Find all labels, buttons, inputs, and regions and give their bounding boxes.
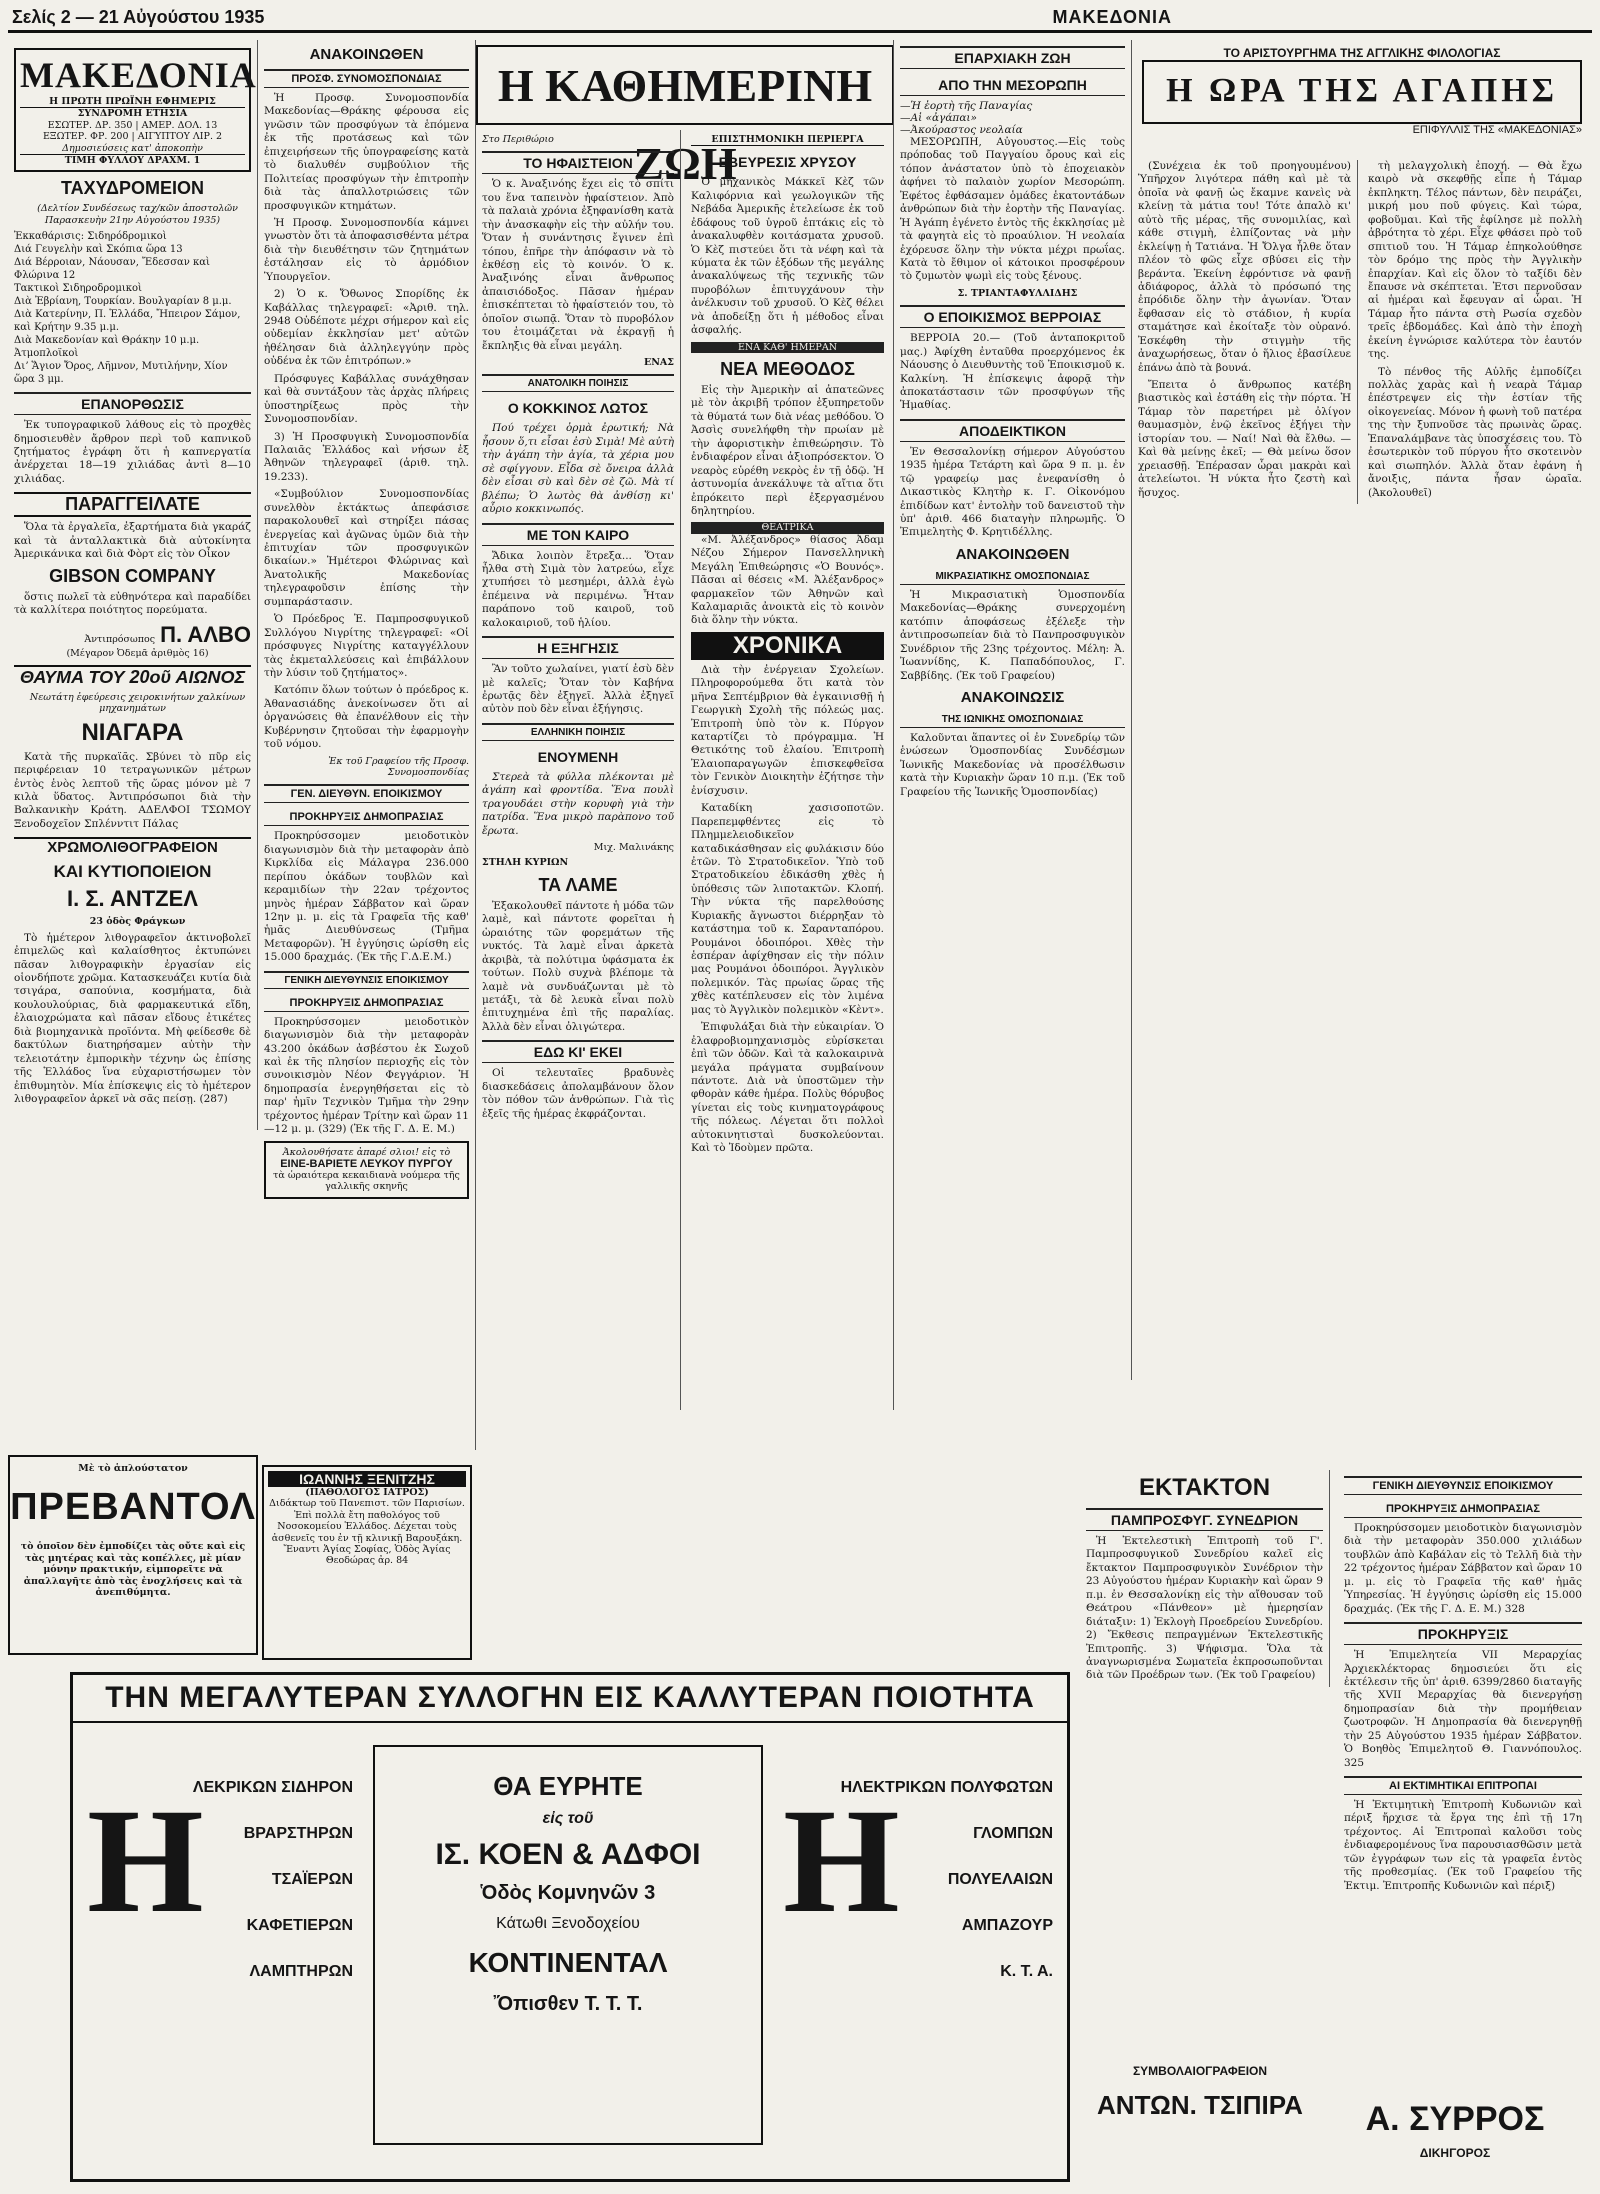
antzel-text: Τὸ ἡμέτερον λιθογραφεῖον ἀκτινοβολεῖ ἐπιμελῶς καὶ καλαίσθητος ἐκτυπώνει πᾶσαν λιθογραφικὴν ἐργασίαν εἰς οἱονδήποτε χρῶμα. Κατασκευάζει κυτία διὰ τσιγάρα, σαπούνια, κοσμήματα, διὰ κουλουλούριας, διὰ φαρμακευτικά εἴδη, ἐλαιοχρώματα καὶ πᾶσαν εἴδους ἐτικέτες διὰ βιομηχανικὰ προϊόντα. Μὴ φείδεσθε δὲ δακτύλων διατηρήσαμεν αὐτὴν τὴν τελειοτάτην ἐμπορικὴν τέχνην ὡς ἐπίσης τῆς Ἑλλάδος ἵνα εὐχαριστήσωμεν τὸν ἐπιθυμητὸν. Μία ἐπίσκεψις εἰς τὸ ἡμέτερον λιθογραφεῖον ἀρκεῖ νὰ σᾶς πείσῃ. (287) [14, 931, 251, 1105]
epist-title: ΕΒΕΥΡΕΣΙΣ ΧΡΥΣΟΥ [718, 154, 857, 171]
enot-text: Στερεὰ τὰ φύλλα πλέκονται μὲ ἀγάπη καὶ φροντίδα. Ἕνα πουλὶ τραγουδάει στὴν κορυφὴ γιὰ τὴν πατρίδα. Ἕνα μικρὸ παρὰπονο τοῦ ἔρωτα. [482, 770, 674, 837]
left-big-letter: Η [87, 1778, 204, 1944]
right-product-item: ΓΛΟΜΠΩΝ [973, 1825, 1053, 1842]
mesor-item: —Ἡ ἑορτὴ τῆς Παναγίας [900, 100, 1033, 112]
announcement-p3: 2) Ὁ κ. Ὄθωνος Σπορίδης ἐκ Καβάλλας τηλεγραφεῖ: «Ἀριθ. τηλ. 2948 Οὐδέποτε μέχρι σήμερον καὶ εἰς οὐδεμίαν ἐκκλησίαν μετ' αὐτῶν ἠθέλησαν διὰ ἀλληλεγγύην πρὸς οὐδένα ἐκ τῶν ἐπιτρόπων.» [264, 288, 469, 368]
left-product-item: ΚΑΦΕΤΙΕΡΩΝ [246, 1917, 353, 1934]
lotos-title: Ο ΚΟΚΚΙΝΟΣ ΛΩΤΟΣ [507, 400, 649, 417]
chron-title: ΧΡΟΝΙΚΑ [691, 632, 884, 660]
periph-sign: ΕΝΑΣ [643, 357, 674, 369]
apod-text: Ἐν Θεσσαλονίκῃ σήμερον Αὐγούστου 1935 ἡμέρα Τετάρτη καὶ ὥρα 9 π. μ. ἐν τῷ γραφείῳ μας ἐνεφανίσθη ὁ Δικαστικὸς Κλητὴρ κ. Γ. Οἰκονόμου ἐπιδίδων κατ' ἐντολὴν τοῦ δανειστοῦ τὴν ὑπ' ἀριθ. 466 διαταγὴν πληρωμῆς. Ὁ Ἐπιμελητὴς Φ. Κρητιδέλλης. [900, 445, 1125, 539]
cohen-ad-center [373, 1745, 763, 2145]
cohen-ad [70, 1672, 1070, 2182]
right-products [783, 1765, 1053, 1995]
post-office-line: Ἐκκαθάρισις: Σιδηρόδρομικοὶ [14, 231, 167, 243]
verr-kicker: Σ. ΤΡΙΑΝΤΑΦΥΛΛΙΔΗΣ [957, 287, 1078, 299]
gen2-title-1: ΓΕΝΙΚΗ ΔΙΕΥΘΥΝΣΙΣ ΕΠΟΙΚΙΣΜΟΥ [264, 971, 469, 989]
tsipira-name: ΑΝΤΩΝ. ΤΣΙΠΙΡΑ [1097, 2090, 1303, 2120]
nea-kicker: ΕΝΑ ΚΑΘ' ΗΜΕΡΑΝ [691, 342, 884, 353]
ell-kicker: ΕΛΛΗΝΙΚΗ ΠΟΙΗΣΙΣ [482, 723, 674, 741]
gen5-text: Προκηρύσσομεν μειοδοτικὸν διαγωνισμὸν διὰ τὴν μεταφορὰν 350.000 χιλιάδων τουβλῶν ἀπὸ Καβάλαν εἰς τὸ Τελλῆ διὰ τὴν 22 τρέχοντος ἡμέραν Σάββατον καὶ ὥραν 10 μ. μ. εἰς τὸ Γραφεῖα τῆς καθ' ἡμᾶς Ὑπηρεσίας. Ἡ ἐγγύησις ὡρίσθη εἰς 15.000 δραχμάς. (Ἐκ τῆς Γ. Δ. Ε. Μ.) 328 [1344, 1522, 1582, 1615]
post-office-line: Διά Βέρροιαν, Νάουσαν, Ἔδεσσαν καὶ Φλώρινα 12 [14, 257, 210, 282]
post-office-line: Διʼ Ἅγιον Ὄρος, Λῆμνον, Μυτιλήνην, Χίον ὥρα 3 μμ. [14, 361, 228, 386]
right-product-item: ΑΜΠΑΖΟΥΡ [961, 1917, 1053, 1934]
periph-title: ΤΟ ΗΦΑΙΣΤΕΙΟΝ [482, 151, 674, 174]
epist-text: Ὁ μηχανικὸς Μάκκεϊ Κὲζ τῶν Καλιφόρνια καὶ γεωλογικῶν τῆς Νεβάδα Ἀμερικῆς ἐτελείωσε ἐκ τοῦ ἐδάφους τοῦ ὑγροῦ ἑπτάκις εἰς τὸ ἀνακαλυφθὲν κοιτάσματα χρυσοῦ. Ὁ Κὲζ πιστεύει ὅτι τὰ νέφη καὶ τὰ κύματα ἐκ τῶν ἐξόδων τῆς μεγάλης ἀνακαλύψεως τῆς τεχνικῆς τῶν πυροβόλων ἐπιτυγχάνουν τὴν ἀνέλκυσιν τοῦ χρυσοῦ. Ὁ Κὲζ θέλει νὰ ἀποδείξῃ ὅτι ἡ μέθοδος εἶναι ἀσφαλής. [691, 176, 884, 337]
syrros-name: Α. ΣΥΡΡΟΣ [1365, 2100, 1545, 2138]
column-2 [258, 40, 476, 1450]
left-product-item: ΤΣΑΪΕΡΩΝ [271, 1871, 353, 1888]
albo-address: (Μέγαρον Ὀδεμᾶ ἀριθμὸς 16) [66, 647, 209, 659]
header-paper-name: ΜΑΚΕΔΟΝΙΑ [1052, 7, 1172, 27]
mid-line-2: εἰς τοῦ [542, 1810, 594, 1827]
announcement-title: ΑΝΑΚΟΙΝΩΘΕΝ [309, 46, 424, 63]
prok-text: Ἡ Ἐπιμελητεία VII Μεραρχίας Ἀρχιεκλέκτορας δημοσιεύει ὅτι εἰς ἐκτέλεσιν τῆς ὑπ' ἀριθ. 6399/2860 διαταγῆς τῆς ΧVΙΙ Μεραρχίας θὰ διενεργήσῃ δημοπρασίαν διὰ τὴν προμήθειαν ζωοτροφῶν. Ἡ Δημοπρασία θὰ διενεργηθῇ τὴν 25 Αὐγούστου 1935 ἡμέραν Σάββατον. Ὁ Βοηθὸς Ἐπιμελητοῦ Θ. Γιαννόπουλος. 325 [1344, 1649, 1582, 1769]
column-4 [894, 40, 1132, 1380]
subscription-line-1: ΕΣΩΤΕΡ. ΔΡ. 350 | ΑΜΕΡ. ΔΟΛ. 13 [47, 119, 218, 131]
announcement-p6: «Συμβούλιον Συνομοσπονδίας συνελθὸν ἐκτάκτως ἀπεφάσισε παρακολουθεῖ καὶ στηρίξει πάσας ἐνεργείας καὶ ἀγῶνας ὑμῶν διὰ τὴν ἐπιτυχίαν τῶν προσφυγικῶν δικαίων.» Ἡμέτεροι Φλώρινας καὶ Ἀνατολικῆς Μακεδονίας τηλεγραφοῦσιν ἐπίσης τὴν συμπαράστασιν. [264, 488, 469, 608]
announcement-p5: 3) Ἡ Προσφυγικὴ Συνομοσπονδία Παλαιᾶς Ἑλλάδος καὶ νήσων ἐξ Ἀθηνῶν τηλεγραφεῖ (ἀριθ. τηλ. 19.233). [264, 430, 469, 483]
kairos-text: Ἄδικα λοιπὸν ἔτρεξα... Ὅταν ἦλθα στὴ Σιμὰ τὸν λατρεύω, εἶχε χτυπήσει τὸ μεσημέρι, ἀλλὰ ἐγὼ ἐπέμεινα νὰ περιμένω. Ἦταν παράπονο τοῦ καιροῦ, τοῦ καλοκαιριοῦ, τοῦ ἡλίου. [482, 549, 674, 629]
mesor-item: —Αἱ «ἀγάπαι» [900, 112, 977, 124]
left-product-item: ΛΑΜΠΤΗΡΩΝ [249, 1963, 353, 1980]
gen-title-1: ΓΕΝ. ΔΙΕΥΘΥΝ. ΕΠΟΙΚΙΣΜΟΥ [264, 784, 469, 803]
left-product-item: ΒΡΑΡΣΤΗΡΩΝ [243, 1825, 353, 1842]
ekt-text: Ἡ Ἐκτελεστικὴ Ἐπιτροπὴ τοῦ Γ'. Παμπροσφυγικοῦ Συνεδρίου καλεῖ εἰς ἔκτακτον Παμπροσφυγικὸν Συνέδριον τὴν 23 Αὐγούστου ἡμέραν Κυριακὴν καὶ ὥραν 9 π.μ. ἐν Θεσσαλονίκῃ εἰς τὴν αἴθουσαν τοῦ Θεάτρου «Πάνθεον» μὲ ἡμερησίαν διάταξιν: 1) Ἐκλογὴ Προεδρείου Συνεδρίου. 2) Ἔκθεσις πεπραγμένων Ἐκτελεστικῆς Ἐπιτροπῆς. 3) Ψήφισμα. Ὅλα τὰ ἀναγνωρισμένα Σωματεῖα ἐκπροσωποῦνται διὰ τῶν Προέδρων των. (Ἐκ τοῦ Γραφείου) [1086, 1535, 1323, 1682]
feuilleton-right-text-2: Τὸ πένθος τῆς Αὐλῆς ἐμποδίζει πολλὰς χαρὰς καὶ ἡ νεαρὰ Τάμαρ ἐπέστρεψεν εἰς τὴν ἑστίαν τῆς οἰκογενείας. Μόνον ἡ φωνὴ τοῦ πατέρα της τὴν ξυπνοῦσε τὰς πρωινὰς ὥρας. Ἐπαναλάμβανε τὰς ὑποσχέσεις του. Τὸ ἐσωτερικὸν τοῦ πύργου ἦτο σκοτεινὸν καὶ σιωπηλόν. Ἀλλὰ ὅταν ἐφάνη ἡ ἄνοιξις, πάντα ἦσαν ὡραῖα. (Ἀκολουθεῖ) [1368, 365, 1582, 499]
announcement-subtitle: ΠΡΟΣΦ. ΣΥΝΟΜΟΣΠΟΝΔΙΑΣ [264, 69, 469, 88]
periph-kicker: Στο Περιθώριο [482, 134, 554, 145]
feuilleton-right [1362, 160, 1588, 504]
niagara-name: ΝΙΑΓΑΡΑ [81, 718, 184, 746]
gen5-sub: ΠΡΟΚΗΡΥΞΙΣ ΔΗΜΟΠΡΑΣΙΑΣ [1344, 1501, 1582, 1518]
thauma-title: ΘΑΥΜΑ ΤΟΥ 20οῦ ΑΙΩΝΟΣ [14, 665, 251, 688]
doctor-ad [262, 1465, 472, 1660]
anatol-kicker: ΑΝΑΤΟΛΙΚΗ ΠΟΙΗΣΙΣ [482, 374, 674, 392]
mid-line-1: ΘΑ ΕΥΡΗΤΕ [493, 1771, 643, 1801]
right-big-letter: Η [783, 1778, 900, 1944]
masthead-subtitle: Η ΠΡΩΤΗ ΠΡΩΪΝΗ ΕΦΗΜΕΡΙΣ [20, 96, 245, 108]
prev-name: ΠΡΕΒΑΝΤΟΛ [10, 1486, 256, 1529]
page-number-date: Σελίς 2 — 21 Αὐγούστου 1935 [12, 7, 265, 27]
apod-title: ΑΠΟΔΕΙΚΤΙΚΟΝ [900, 419, 1125, 442]
antzel-address: 23 ὁδὸς Φράγκων [89, 916, 186, 928]
theat-kicker: ΘΕΑΤΡΙΚΑ [691, 522, 884, 533]
ekt-title: ΕΚΤΑΚΤΟΝ [1138, 1474, 1271, 1501]
mid-line-6: ΚΟΝΤΙΝΕΝΤΑΛ [468, 1947, 668, 1978]
ekt-column [1080, 1470, 1330, 1687]
mesor-text: ΜΕΣΟΡΩΠΗ, Αὐγουστος.—Εἰς τοὺς πρόποδας τοῦ Παγγαίου ὄρους καὶ εἰς τόπον ἀνάστατον ὑπὸ τὸ ἐποχειακὸν ἀφήνει τὸ παλαιὸν χωρίον Μεσορώπη. Ἐφέτος ἐφθάσαμεν ὁμάδες ἑκατοντάδων ἀνθρώπων διὰ τὴν ἑορτὴν τῆς Παναγίας. Ἡ Ἀγάπη ἐγένετο ἐντὸς τῆς ἐκκλησίας μὲ τὰ φαγητὰ εἰς τὸ προαύλιον. Ἡ νεολαία ἐχόρευσε ὅλην τὴν νύκτα μέχρι πρωΐας. Κατὰ τὸ ἔθιμον οἱ κάτοικοι προσφέρουν τὸ ζυμωτὸν ψωμὶ εἰς τοὺς ξένους. [900, 136, 1125, 283]
column-3-left [476, 130, 681, 1410]
chron-text-3: Ἐπιφυλάξαι διὰ τὴν εὐκαιρίαν. Ὁ ἐλαφροβιομηχανισμὸς εὑρίσκεται ἐπὶ τῶν ὁδῶν. Καὶ τὰ καλοκαιρινὰ μεγάλα πράγματα συμβαίνουν πάντοτε. Διὰ νὰ ὑποστῶμεν τὴν φθορὰν κάθε ἡμέρα. Πολὺς θόρυβος γίνεται εἰς τοὺς κινηματογράφους τῆς πόλεως. Λέγεται ὅτι πολλοὶ αὐτοκινητισταὶ δυσκολεύονται. Καὶ τὸ Ἰδοὺμεν πρῶτα. [691, 1021, 884, 1155]
verr-title: Ο ΕΠΟΙΚΙΣΜΟΣ ΒΕΡΡΟΙΑΣ [900, 305, 1125, 328]
column-3 [476, 40, 894, 1410]
column-3-right [685, 130, 890, 1410]
post-office-line: Διὰ Ἐβρίανη, Τουρκίαν. Βουλγαρίαν 8 μ.μ. [14, 296, 232, 308]
page-header [8, 4, 1592, 33]
gen-title-2: ΠΡΟΚΗΡΥΞΙΣ ΔΗΜΟΠΡΑΣΙΑΣ [264, 809, 469, 826]
prevantol-ad [8, 1455, 258, 1655]
ekt-ep-title: ΑΙ ΕΚΤΙΜΗΤΙΚΑΙ ΕΠΙΤΡΟΠΑΙ [1344, 1776, 1582, 1795]
cohen-ad-grid [73, 1735, 1067, 2175]
right-product-item: Κ. Τ. Α. [1000, 1963, 1053, 1980]
anak2-text: Καλοῦνται ἅπαντες οἱ ἐν Συνεδρίῳ τῶν ἑνώσεων Ὁμοσπονδίας Συνδέσμων Ἰωνικῆς Μακεδονίας νὰ προσέλθωσιν κατὰ τὴν Κυριακὴν ὥραν 10 π.μ. (Ἐκ τοῦ Γραφείου τῆς Ἰωνικῆς Ὁμοσπονδίας) [900, 731, 1125, 798]
antzel-name: Ι. Σ. ΑΝΤΖΕΛ [67, 886, 198, 912]
spacer [8, 1509, 266, 1517]
kairos-title: ΜΕ ΤΟΝ ΚΑΙΡΟ [482, 523, 674, 546]
variete-line-2: ΕΙΝΕ-ΒΑΡΙΕΤΕ ΛΕΥΚΟΥ ΠΥΡΓΟΥ [280, 1158, 453, 1171]
subscription-line-3: Δημοσιεύσεις κατ' ἀποκοπὴν [62, 142, 203, 154]
correction-text: Ἐκ τυπογραφικοῦ λάθους εἰς τὸ προχθὲς δημοσιευθὲν ἄρθρον περὶ τοῦ καπνικοῦ ζητήματος ἐγράφη ὅτι ἡ καπνεργατία ἀνέρχεται 18—19 χιλιάδας ἀντὶ 8—10 χιλιάδας. [14, 419, 251, 485]
post-office-sub: (Δελτίον Συνδέσεως ταχ/κῶν ἀποστολῶν Παρασκευὴν 21ην Αὐγούστου 1935) [37, 203, 238, 226]
gen-column [1338, 1470, 1588, 1897]
order-title: ΠΑΡΑΓΓΕΙΛΑΤΕ [14, 492, 251, 517]
post-office-line: Ἀτμοπλοϊκοὶ [14, 348, 79, 360]
niagara-text: Κατὰ τῆς πυρκαϊᾶς. Σβύνει τὸ πῦρ εἰς περιφέρειαν 10 τετραγωνικῶν μέτρων ἐντὸς ἑνὸς λεπτοῦ τῆς ὥρας μόνον μὲ 7 κιλὰ ὕδατος. Ἀντιπρόσωποι διὰ τὴν Βαλκανικὴν Κράτη. ΑΔΕΛΦΟΙ ΤΣΩΜΟΥ Ξενοδοχεῖον Σπλένντιτ Πάλας [14, 750, 251, 830]
feuilleton-left-text: (Συνέχεια ἐκ τοῦ προηγουμένου) Ὑπῆρχον λιγότερα πάθη καὶ μὲ τὰ ὁποῖα νὰ φανῇ ὡς ἔκαμνε κανεὶς νὰ κλείνῃ τὰ μάτια του! Τότε ἀπαλὸ κι' αὐτὸ τῆς μέρας, τῆς συνομιλίας, καὶ κάθε στιγμὴ, ἐλπίζοντας νὰ μὴν ἐκλείψῃ ἡ Τατιάνα. Ἡ Ὄλγα ἦλθε ὅταν πλέον τὸ φῶς εἶχε σβύσει εἰς τὴν βεράντα. Ἐκείνη ἐφρόντισε νὰ φανῇ ἀδιάφορος, ἀλλὰ τὸ πρόσωπό της ἐπρόδιδε ὅλην τὴν ἀγωνίαν. Ὅταν ἔφθασαν εἰς τὸ στάδιον, ἡ κυρία σταμάτησε καὶ ἐκοίταξε τὸν οὐρανό. Ἐσκέφθη τὴν στιγμὴν τῆς ἀναχωρήσεως, ὅταν ὁ ἥλιος ἐβασίλευε ἐπάνω ἀπὸ τὰ βουνά. [1138, 160, 1351, 374]
gen5-title: ΓΕΝΙΚΗ ΔΙΕΥΘΥΝΣΙΣ ΕΠΟΙΚΙΣΜΟΥ [1344, 1476, 1582, 1495]
anak-sub: ΜΙΚΡΑΣΙΑΤΙΚΗΣ ΟΜΟΣΠΟΝΔΙΑΣ [900, 569, 1125, 585]
mid-line-5: Κάτωθι Ξενοδοχείου [496, 1915, 640, 1932]
doctor-title: (ΠΑΘΟΛΟΓΟΣ ΙΑΤΡΟΣ) [305, 1487, 429, 1498]
epist-kicker: ΕΠΙΣΤΗΜΟΝΙΚΗ ΠΕΡΙΕΡΓΑ [691, 134, 884, 146]
lower-right-notices [1080, 1470, 1590, 2060]
announcement-p4: Πρόσφυγες Καβάλλας συνάχθησαν καὶ θὰ συντάξουν τὰς ἀρχὰς πλήρεις ὑποστηρίξεως πρὸς τὴν Συνομοσπονδίαν. [264, 372, 469, 426]
chromo-title: ΧΡΩΜΟΛΙΘΟΓΡΑΦΕΙΟΝ [14, 837, 251, 856]
anak-text: Ἡ Μικρασιατικὴ Ὁμοσπονδία Μακεδονίας—Θράκης συνερχομένη κατόπιν ἀποφάσεως ἐξέλεξε τὴν ἀντιπροσωπείαν διὰ τὸ Πανπροσφυγικὸν Συνέδριον τῆς 23ης τρέχοντος. Μέλη: Ἀ. Ἰωαννίδης, Κ. Παπαδόπουλος, Γ. Σαββίδης. (Ἐκ τοῦ Γραφείου) [900, 588, 1125, 682]
post-office-line: Διὰ Μακεδονίαν καὶ Θράκην 10 μ.μ. [14, 335, 200, 347]
subscription-line-2: ΕΞΩΤΕΡ. ΦΡ. 200 | ΑΙΓΥΠΤΟΥ ΛΙΡ. 2 [42, 131, 223, 143]
feuilleton-left [1132, 160, 1358, 504]
doctor-text: Διδάκτωρ τοῦ Πανεπιστ. τῶν Παρισίων. Ἐπὶ πολλὰ ἔτη παθολόγος τοῦ Νοσοκομείου Ἑλλάδος. Δέχεται τοὺς ἀσθενεῖς του ἐν τῇ κλινικῇ Βαρουξάκη. Ἔναντι Ἁγίας Σοφίας, Ὁδὸς Ἁγίας Θεοδώρας ἀρ. 84 [269, 1498, 465, 1567]
syrros-sub: ΔΙΚΗΓΟΡΟΣ [1419, 2146, 1491, 2160]
ekt-sub: ΠΑΜΠΡΟΣΦΥΓ. ΣΥΝΕΔΡΙΟΝ [1086, 1508, 1323, 1531]
albo-pre: Ἀντιπρόσωπος [84, 633, 156, 645]
right-product-item: ΠΟΛΥΕΛΑΙΩΝ [947, 1871, 1053, 1888]
enot-title: ΕΝΟΥΜΕΝΗ [537, 748, 619, 765]
ekt-ep-text: Ἡ Ἐκτιμητικὴ Ἐπιτροπὴ Κυδωνιῶν καὶ πέριξ ἤρχισε τὰ ἔργα της ἐπὶ τῇ 17η τρέχοντος. Αἱ Ἐπιτροπαὶ καλοῦσι τοὺς ἐνδιαφερομένους ἵνα παρουσιασθῶσιν μετὰ τῶν ἐγγράφων των εἰς τὰ γραφεῖα ἐντὸς τῆς προθεσμίας. (Ἐκ τοῦ Γραφείου τῆς Ἐκτιμ. Ἐπιτροπῆς Κυδωνιῶν καὶ πέριξ) [1344, 1799, 1582, 1892]
mid-line-7: Ὄπισθεν Τ. Τ. Τ. [493, 1993, 643, 2015]
anak-title: ΑΝΑΚΟΙΝΩΘΕΝ [955, 545, 1070, 563]
mid-line-4: Ὁδὸς Κομνηνῶν 3 [480, 1882, 656, 1904]
post-office-line: Διὰ Κατερίνην, Π. Ἑλλάδα, Ἤπειρον Σάμον, καὶ Κρήτην 9.35 μ.μ. [14, 309, 241, 334]
thauma-sub: Νεωτάτη ἐφεύρεσις χειροκινήτων χαλκίνων μηχανημάτων [29, 691, 246, 715]
edo-text: Οἱ τελευταῖες βραδυνὲς διασκεδάσεις ἀπολαμβάνουν ὅλον τὸν πόθον τῶν ἀνθρώπων. Γιὰ τὶς ἐξεῖς τῆς ἡμέρας ἐκφράζονται. [482, 1067, 674, 1120]
masthead-box [14, 48, 257, 172]
gen2-text: Προκηρύσσομεν μειοδοτικὸν διαγωνισμὸν διὰ τὴν μεταφορὰν 43.200 ὀκάδων ἀσβέστου ἐκ Σωχοῦ καὶ ἐκ τῆς πλησίον περιοχῆς εἰς τὸν συνοικισμὸν Νέον Φεγγάριον. Ἡ δημοπρασία ἐνεργηθήσεται εἰς τὸ παρ' ἡμῖν Τεχνικὸν Τμῆμα τὴν 29ην τρέχοντος ἡμέραν Τρίτην καὶ ὥραν 11—12 μ. μ. (329) (Ἐκ τῆς Γ. Δ. Ε. Μ.) [264, 1015, 469, 1136]
announcement-p1: Ἡ Προσφ. Συνομοσπονδία Μακεδονίας—Θράκης φέρουσα εἰς γνῶσιν τῶν προσφύγων τὰ ἑπόμενα ἐκ τῆς προτάσεως καὶ τῶν ἐπιχειρήσεων τῆς ὑπογραφείσης κατὰ τὸ διαλυθέν συμβούλιον τῆς Πολιτείας προσφύγων τὴν ἐπιτροπὴν διὰ τὰς ἀπαλλοτριώσεις τῶν προσφυγικῶν κτημάτων. [264, 92, 469, 212]
periph-text: Ὁ κ. Ἀναξινόης ἔχει εἰς τὸ σπίτι του ἕνα ταπεινὸν ἡφαίστειον. Ἀπὸ τὰ παλαιὰ χρόνια ἐξηφανίσθη κατὰ τὴν ἀνασκαφὴν εἰς τὴν αὐλήν του. Ὅταν ἡ συνάντησις ἔγινεν ἐπὶ τόπου, ἐπῆρε τὴν ἀπόφασιν νὰ τὸ ἐκθέσῃ εἰς τὸ κοινόν. Ὁ κ. Ἀναξινόης εἶναι ἄνθρωπος ἀπαισιόδοξος. Πᾶσαν ἡμέραν ἐπισκέπτεται τὸ ἡφαίστειόν του, τὸ ὁποῖον σιωπᾷ. Ὅταν τὸ πυροβόλον του ἐτοιμάζεται νὰ ἐκραγῇ ἡ ἔκπληξις θὰ εἶναι μεγάλη. [482, 178, 674, 352]
strill-text: Ἐξακολουθεῖ πάντοτε ἡ μόδα τῶν λαμὲ, καὶ πάντοτε φορεῖται ἡ ὡραιότης τῶν φορεμάτων τῆς νυκτός. Τὰ λαμὲ εἶναι ἀρκετὰ ἀκριβὰ, τὰ πολύτιμα ὑφάσματα ἐκ τούτων. Πολὺ συχνὰ βλέπομε τὰ λαμὲ νὰ συνδυάζωνται μὲ τὸ μετάξι, τὰ δὲ λευκὰ εἶναι πολὺ ἐπιτυχημένα ἐπὶ τῆς παραλίας. Ἀλλὰ δὲν εἶναι ὀλιγώτερα. [482, 899, 674, 1033]
mesor-title: ΑΠΟ ΤΗΝ ΜΕΣΟΡΩΠΗ [900, 75, 1125, 96]
subscription-label: ΣΥΝΔΡΟΜΗ ΕΤΗΣΙΑ [77, 108, 188, 120]
post-office-list [14, 230, 251, 386]
feuilleton-left-text-2: Ἔπειτα ὁ ἄνθρωπος κατέβη βιαστικὸς καὶ ἐστάθη εἰς τὴν πόρτα. Ἡ Τάμαρ τὸν παρετήρει μὲ ὀλίγον θαυμασμὸν, ἐνῷ ἐκεῖνος ἐξήγει τὴν ἱστορίαν του. — Ναί! Ναὶ θὰ ἔλθω. — Καὶ θὰ μείνῃς ἐκεῖ; — Θὰ μείνω ὅσον χρειασθῇ. Ἐπέρασαν ὧραι μακρὰι καὶ ἀτελείωτοι. Ἡ νύκτα ἦτο ζεστὴ καὶ ἥσυχος. [1138, 379, 1351, 499]
column-5 [1132, 40, 1592, 1380]
correction-title: ΕΠΑΝΟΡΘΩΣΙΣ [14, 392, 251, 415]
nea-title: ΝΕΑ ΜΕΘΟΔΟΣ [720, 359, 855, 380]
verr-text: ΒΕΡΡΟΙΑ 20.— (Τοῦ ἀνταποκριτοῦ μας.) Ἀφίχθη ἐνταῦθα προερχόμενος ἐκ Νάουσης ὁ Διευθυντὴς τοῦ Ἐποικισμοῦ κ. Καλκίνη. Ἡ ἐπίσκεψις ἀφορᾷ τὴν ἀποκατάστασιν τῶν προσφύγων τῆς Ἡμαθίας. [900, 332, 1125, 412]
feuilleton-caption-2: ΕΠΙΦΥΛΛΙΣ ΤΗΣ «ΜΑΚΕΔΟΝΙΑΣ» [1412, 124, 1582, 136]
strill-kicker: ΣΤΗΛΗ ΚΥΡΙΩΝ [482, 857, 569, 869]
anak2-title: ΑΝΑΚΟΙΝΩΣΙΣ [960, 688, 1065, 706]
feuilleton-caption: ΤΟ ΑΡΙΣΤΟΥΡΓΗΜΑ ΤΗΣ ΑΓΓΛΙΚΗΣ ΦΙΛΟΛΟΓΙΑΣ [1223, 46, 1501, 60]
masthead-title: ΜΑΚΕΔΟΝΙΑ [20, 55, 257, 95]
variete-ad [264, 1141, 469, 1199]
post-office-line: Διά Γευγελὴν καὶ Σκόπια ὥρα 13 [14, 244, 183, 256]
post-office-title: ΤΑΧΥΔΡΟΜΕΙΟΝ [61, 178, 204, 199]
eparch-title: ΕΠΑΡΧΙΑΚΗ ΖΩΗ [900, 46, 1125, 69]
mid-line-3: ΙΣ. ΚΟΕΝ & ΑΔΦΟΙ [435, 1838, 701, 1871]
doctor-name: ΙΩΑΝΝΗΣ ΞΕΝΙΤΖΗΣ [268, 1471, 466, 1487]
left-products [93, 1765, 353, 1995]
gen2-title-2: ΠΡΟΚΗΡΥΞΙΣ ΔΗΜΟΠΡΑΣΙΑΣ [264, 995, 469, 1012]
announcement-sign: Ἐκ τοῦ Γραφείου τῆς Προσφ. Συνομοσπονδίας [328, 755, 469, 778]
symb-label: ΣΥΜΒΟΛΑΙΟΓΡΑΦΕΙΟΝ [1132, 2064, 1268, 2078]
cohen-ad-title: ΤΗΝ ΜΕΓΑΛΥΤΕΡΑΝ ΣΥΛΛΟΓΗΝ ΕΙΣ ΚΑΛΛΥΤΕΡΑΝ ΠΟΙΟΤΗΤΑ [73, 1675, 1067, 1723]
nea-text: Εἰς τὴν Ἀμερικὴν αἱ ἀπατεῶνες μὲ τὸν ἀκριβῆ τρόπον ἐξυπηρετοῦν τὰ θύματά των διὰ νέας μεθόδου. Ὁ Ἀσσὶς συνελήφθη τὴν πρωίαν μὲ τὴν ἀφοριστικὴν ἐπιθεώρησιν. Τὸ ἐνδιαφέρον εἶναι ἀξιοπρόσεκτον. Ὁ νεαρὸς εὑρέθη νεκρὸς ἐν τῇ ὁδῷ. Ἡ ἀστυνομία ἀνεκάλυψε τὰ αἴτια ὅτι ἐπρόκειτο περὶ ἐξεργασμένου δηλητηρίου. [691, 384, 884, 517]
chron-text: Διὰ τὴν ἐνέργειαν Σχολείων. Πληροφορούμεθα ὅτι κατὰ τὸν μῆνα Σεπτέμβριον θὰ ἐγκαινισθῇ ἡ Γεωργικὴ Σχολὴ τῆς πόλεώς μας. Ἐπιτροπὴ ὑπὸ τὸν κ. Πύργον καταρτίζει τὸ πρόγραμμα. Ἡ Θετικότης τοῦ ἐλαίου. Ἐπιτροπὴ Ἐλαιοπαραγωγῶν ἐπισκεφθεῖσα τὸν Γενικὸν Διοικητὴν ἐζήτησε τὴν ἐνίσχυσιν. [691, 663, 884, 797]
announcement-p2: Ἡ Προσφ. Συνομοσπονδία κάμνει γνωστὸν ὅτι τὰ ἀποφασισθέντα μέτρα διὰ τὴν διευθέτησιν τῶν ζητημάτων ἐστάλησαν εἰς τὸ ἁρμόδιον Ὑπουργεῖον. [264, 216, 469, 283]
banner-title: Η ΚΑΘΗΜΕΡΙΝΗ ΖΩΗ [497, 60, 873, 189]
mesor-item: —Ἀκούραστος νεολαία [900, 124, 1023, 136]
prok-title: ΠΡΟΚΗΡΥΞΙΣ [1344, 1622, 1582, 1645]
strill-title: ΤΑ ΛΑΜΕ [538, 874, 618, 895]
chron-text-2: Καταδίκη χασισοποτῶν. Παρεπεμφθέντες εἰς τὸ Πλημμελειοδικεῖον καταδικάσθησαν εἰς φυλάκισιν δύο ἐτῶν. Τὸ Στρατοδικεῖον. Ὑπὸ τοῦ Στρατοδικείου ἐδικάσθη χθὲς ἡ ὑπόθεσις τῶν λιποτακτῶν. Κλοπή. Τὴν νύκτα τῆς παρελθούσης Κυριακῆς ἄγνωστοι διέρρηξαν τὸ κατάστημα τοῦ κ. Σαρανταπόρου. Ρουμάνοι ὁδοιπόροι. Χθὲς τὴν ἑσπέραν ἀφίχθησαν εἰς τὴν πόλιν μας Ρουμάνοι ὁδοιπόροι. Ἀγγλικὸν πολεμικόν. Τὰς πρωίας ὥρας τῆς χθὲς κατέπλευσεν εἰς τὸν λιμένα μας τὸ Ἀγγλικὸν πολεμικὸν «Κὲντ». [691, 802, 884, 1016]
kyt-title: ΚΑΙ ΚΥΤΙΟΠΟΙΕΙΟΝ [53, 862, 212, 882]
variete-line-1: Ἀκολουθήσατε ἀπαρέ σλιοι! εἰς τὸ [282, 1146, 451, 1158]
prev-top: Μὲ τὸ ἁπλούστατον [78, 1463, 188, 1474]
prev-text: τὸ ὁποῖον δὲν ἐμποδίζει τὰς οὔτε καὶ εἰς τὰς μητέρας καὶ τὰς κοπέλλες, μὲ μίαν μόνην πρακτικήν, εἰμπορεῖτε νὰ ἀπαλλαγῆτε ἀπὸ τὰς ἐνοχλήσεις καὶ τὰ ἀνεπιθύμητα. [20, 1541, 246, 1598]
exig-title: Η ΕΞΗΓΗΣΙΣ [482, 636, 674, 659]
exig-text: Ἂν τοῦτο χωλαίνει, γιατί ἐσὺ δὲν μὲ καλεῖς; Ὅταν τὸν Καβήνα ἐρωτᾷς δὲν ἐξηγεῖ. Ἀλλὰ ἐξηγεῖ αὐτὸν ποὺ δὲν εἶναι ἐξήγησις. [482, 663, 674, 716]
column-1 [8, 40, 258, 1130]
variete-line-3: τὰ ὡραιότερα κεκαιδιανὰ νούμερα τῆς γαλλικῆς σκηνῆς [273, 1170, 460, 1193]
right-product-item: ΗΛΕΚΤΡΙΚΩΝ ΠΟΛΥΦΩΤΩΝ [840, 1779, 1053, 1796]
theat-text: «Μ. Ἀλέξανδρος» θίασος Ἀδαμ Νέζου Σήμερον Πανσελληνικὴ Μεγάλη Ἐπιθεώρησις «Ὁ Βουνός». Πᾶσαι αἱ θέσεις «Μ. Ἀλέξανδρος» φαρμακεῖον τῶν Ἀθηνῶν καὶ Καλαμαριᾶς ἀνοικτὰ εἰς τὸ κοινὸν διὰ ὅλην τὴν νύκτα. [691, 533, 884, 627]
lotos-text: Πού τρέχει ὀρμὰ ἐρωτική; Νὰ ἦσουν ὅ,τι εἶσαι ἐσὺ Σιμὰ! Μὲ αὐτὴ τὴν ἀγάπη τὴν ἁγία, τὰ χέρια μου σὲ σφίγγουν. Εἶδα σὲ ὄνειρα ἀλλὰ δὲν εἶσαι σὺ καὶ δὲν σὲ ζῶ. Μὰ τί βλέπω; Ὁ λωτὸς θὰ ἀνθίσῃ κι' αὖριο κοκκινωπός. [482, 422, 674, 516]
enot-sign: Μιχ. Μαλινάκης [593, 842, 674, 854]
mesor-list [900, 100, 1125, 136]
post-office-line: Τακτικοὶ Σιδηροδρομικοὶ [14, 283, 142, 295]
albo-block [14, 622, 251, 648]
anak2-sub: ΤΗΣ ΙΩΝΙΚΗΣ ΟΜΟΣΠΟΝΔΙΑΣ [900, 712, 1125, 728]
gen-text: Προκηρύσσομεν μειοδοτικὸν διαγωνισμὸν διὰ τὴν μεταφορὰν ἀπὸ Κιρκλίδα εἰς Μάλαγρα 236.000 περίπου ὀκάδων τουβλῶν καὶ κεραμιδίων τὴν 22αν τρέχοντος μηνὸς ἡμέραν Σάββατον καὶ ὥραν 12ην μ. μ. εἰς τὰ Γραφεῖα τῆς καθ' ἡμᾶς Διευθύνσεως (Τμῆμα Μεταφορῶν). Ἡ ἐγγύησις ὡρίσθη εἰς 15.000 δραχμάς. (Ἐκ τῆς Γ.Δ.Ε.Μ.) [264, 830, 469, 964]
edo-title: ΕΔΩ ΚΙ' ΕΚΕΙ [482, 1040, 674, 1063]
gibson-text: ὅστις πωλεῖ τὰ εὐθηνότερα καὶ παραδίδει τὰ καλλίτερα ποιότητος πορεύματα. [14, 590, 251, 617]
announcement-p7: Ὁ Πρόεδρος Ἐ. Παμπροσφυγικοῦ Συλλόγου Νιγρίτης τηλεγραφεῖ: «Οἱ πρόσφυγες Νιγρίτης καταγγέλλουν τὰς ἐκμεταλλεύσεις καὶ ἐπιβάλλουν τὴν λύσιν τοῦ ζητήματος». [264, 613, 469, 679]
price-line: ΤΙΜΗ ΦΥΛΛΟΥ ΔΡΑΧΜ. 1 [20, 154, 245, 166]
albo-name: Π. ΑΛΒΟ [160, 621, 251, 647]
order-text: Ὅλα τὰ ἐργαλεῖα, ἐξαρτήματα διὰ γκαράζ καὶ τὰ ἀνταλλακτικὰ διὰ αὐτοκίνητα Ἀμερικάνικα καὶ διὰ Φὸρτ εἰς τὸν Οἶκον [14, 521, 251, 561]
gibson-name: GIBSON COMPANY [49, 565, 216, 586]
feuilleton-title: Η ΩΡΑ ΤΗΣ ΑΓΑΠΗΣ [1142, 60, 1582, 124]
announcement-p8: Κατόπιν ὅλων τούτων ὁ πρόεδρος κ. Ἀθανασιάδης ἀνεκοίνωσεν ὅτι αἱ ὀργανώσεις θὰ ἐπανέλθουν εἰς τὴν Κυβέρνησιν ζητοῦσαι τὴν ἐφαρμογὴν τοῦ νόμου. [264, 684, 469, 751]
feuilleton-right-text: τὴ μελαγχολικὴ ἐποχή. — Θὰ ἔχω καιρὸ νὰ σκεφθῇς εἶπε ἡ Τάμαρ ἐκπληκτη. Τέλος πάντων, δὲν πειράζει, μικρή μου ποῦ φύγεις. Καὶ τώρα, φοβοῦμαι. Καὶ τῆς ἐφίλησε μὲ πολλὴ ἀβρότητα τὸ χέρι. Εἶχε φθάσει πρὸ τοῦ σπιτιοῦ του. Ἡ Τάμαρ ἐπηκολούθησε τὸν δρόμο της πρὸς τὴν Ἀγγλικὴν ἐπαρχίαν. Καὶ εἰς ὅλον τὸ ταξίδι δὲν ἔπαυσε νὰ σκέπτεται. Ἐτσι περνοῦσαν αἱ ἡμέραι καὶ ἔφευγαν αἱ ὧραι. Ἡ Τάμαρ ἦτο πάντα στὴ Ρωσία σχεδὸν τρεῖς ἑβδομάδες. Καὶ ἀπὸ τὴν ἐποχὴ ἐκείνη ἐγνώρισε καλύτερα τὸν ἑαυτόν της. [1368, 160, 1582, 361]
left-product-item: ΛΕΚΡΙΚΩΝ ΣΙΔΗΡΟΝ [192, 1779, 353, 1796]
